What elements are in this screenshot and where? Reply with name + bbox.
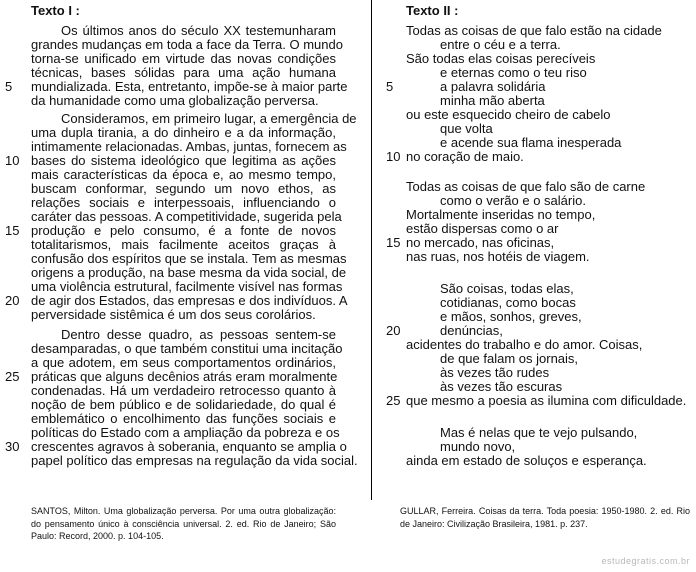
- texto-1-line: condenadas. Há um verdadeiro retrocesso quanto à: [31, 383, 336, 398]
- poem-line: como o verão e o salário.: [440, 193, 586, 208]
- poem-line: às vezes tão escuras: [440, 379, 563, 394]
- poem-line: acidentes do trabalho e do amor. Coisas,: [406, 337, 643, 352]
- texto-1-line: buscam conformar, segundo um novo ethos, as: [31, 181, 336, 196]
- texto-1-line: intimamente relacionadas. Ambas, juntas, fornecem as: [31, 139, 347, 154]
- poem-line: nas ruas, nos hotéis de viagem.: [406, 249, 590, 264]
- poem-line: que mesmo a poesia as ilumina com dificuldade.: [406, 393, 687, 408]
- poem-line: e eternas como o teu riso: [440, 65, 587, 80]
- line-number: 5: [5, 79, 13, 94]
- texto-1-line: grandes mudanças em toda a face da Terra. O mundo: [31, 37, 343, 52]
- line-number: 5: [386, 79, 394, 94]
- texto-1-line: mais características da época e, ao mesmo tempo,: [31, 167, 336, 182]
- poem-line: ainda em estado de soluços e esperança.: [406, 453, 647, 468]
- texto-1-line: emblemático o encolhimento das funções sociais e: [31, 411, 336, 426]
- line-number: 15: [386, 235, 401, 250]
- poem-line: e acende sua flama inesperada: [440, 135, 622, 150]
- line-number: 10: [386, 149, 401, 164]
- texto-1-title: Texto I :: [31, 3, 80, 18]
- line-number: 10: [5, 153, 20, 168]
- texto-1-line: Dentro desse quadro, as pessoas sentem-se: [61, 327, 336, 342]
- texto-1-source: SANTOS, Milton. Uma globalização perversa. Por uma outra globalização: do pensamento único à consciência universal. 2. ed. Rio de Janeiro; São Paulo: Record, 2000. p. 104-105.: [31, 506, 336, 541]
- texto-1-line: perversidade sistêmica é um dos seus corolários.: [31, 307, 316, 322]
- poem-line: mundo novo,: [440, 439, 516, 454]
- texto-1-line: papel político das empresas na regulação da vida social.: [31, 453, 358, 468]
- texto-1-line: Consideramos, em primeiro lugar, a emergência de: [61, 111, 357, 126]
- line-number: 15: [5, 223, 20, 238]
- texto-1-line: noção de bem público e de solidariedade, do qual é: [31, 397, 336, 412]
- texto-1-line: técnicas, bases sólidas para uma ação humana: [31, 65, 336, 80]
- texto-1-line: produção e pelo consumo, é a fonte de novos: [31, 223, 336, 238]
- poem-line: minha mão aberta: [440, 93, 545, 108]
- column-divider: [371, 0, 372, 500]
- poem-line: ou este esquecido cheiro de cabelo: [406, 107, 611, 122]
- texto-1-line: uma dupla tirania, a do dinheiro e a da informação,: [31, 125, 336, 140]
- texto-1-line: da humanidade como uma globalização perversa.: [31, 93, 319, 108]
- poem-line: a palavra solidária: [440, 79, 546, 94]
- texto-1-line: bases do sistema ideológico que legitima as ações: [31, 153, 336, 168]
- texto-1-line: torna-se unificado em virtude das novas condições: [31, 51, 336, 66]
- poem-line: São coisas, todas elas,: [440, 281, 574, 296]
- poem-line: no coração de maio.: [406, 149, 524, 164]
- poem-line: e mãos, sonhos, greves,: [440, 309, 582, 324]
- line-number: 25: [5, 369, 20, 384]
- texto-1-line: políticas do Estado com a ampliação da pobreza e os: [31, 425, 340, 440]
- poem-line: que volta: [440, 121, 493, 136]
- line-number: 20: [386, 323, 401, 338]
- line-number: 25: [386, 393, 401, 408]
- poem-line: Mortalmente inseridas no tempo,: [406, 207, 596, 222]
- poem-line: às vezes tão rudes: [440, 365, 550, 380]
- texto-1-line: Os últimos anos do século XX testemunharam: [61, 23, 336, 38]
- texto-1-line: a que adotem, em seus comportamentos ordinários,: [31, 355, 336, 370]
- line-number: 20: [5, 293, 20, 308]
- texto-1-line: uma violência estrutural, facilmente visível nas formas: [31, 279, 343, 294]
- site-watermark: estudegratis.com.br: [601, 556, 690, 566]
- texto-1-line: práticas que alguns decênios atrás eram moralmente: [31, 369, 338, 384]
- texto-1-line: caráter das pessoas. A competitividade, sugerida pela: [31, 209, 342, 224]
- poem-line: de que falam os jornais,: [440, 351, 579, 366]
- texto-2-title: Texto II :: [406, 3, 459, 18]
- poem-line: estão dispersas como o ar: [406, 221, 559, 236]
- poem-line: Mas é nelas que te vejo pulsando,: [440, 425, 638, 440]
- texto-1-line: de agir dos Estados, das empresas e dos indivíduos. A: [31, 293, 348, 308]
- texto-1-line: totalitarismos, mais facilmente aceitos graças à: [31, 237, 336, 252]
- texto-2-source: GULLAR, Ferreira. Coisas da terra. Toda poesia: 1950-1980. 2. ed. Rio de Janeiro: Civilização Brasileira, 1981. p. 237.: [400, 506, 690, 529]
- texto-1-line: crescentes agravos à soberania, enquanto se amplia o: [31, 439, 347, 454]
- poem-line: Todas as coisas de que falo estão na cidade: [406, 23, 662, 38]
- texto-1-line: mundializada. Esta, entretanto, impõe-se à maior parte: [31, 79, 348, 94]
- poem-line: cotidianas, como bocas: [440, 295, 576, 310]
- poem-line: denúncias,: [440, 323, 503, 338]
- line-number: 30: [5, 439, 20, 454]
- poem-line: Todas as coisas de que falo são de carne: [406, 179, 646, 194]
- texto-1-line: confusão dos espíritos que se instala. Tem as mesmas: [31, 251, 347, 266]
- texto-1-line: origens a produção, na base mesma da vida social, de: [31, 265, 347, 280]
- texto-1-line: desamparadas, o que também constitui uma incitação: [31, 341, 343, 356]
- poem-line: São todas elas coisas perecíveis: [406, 51, 596, 66]
- poem-line: entre o céu e a terra.: [440, 37, 561, 52]
- poem-line: no mercado, nas oficinas,: [406, 235, 555, 250]
- texto-1-line: relações sociais e interpessoais, influenciando o: [31, 195, 336, 210]
